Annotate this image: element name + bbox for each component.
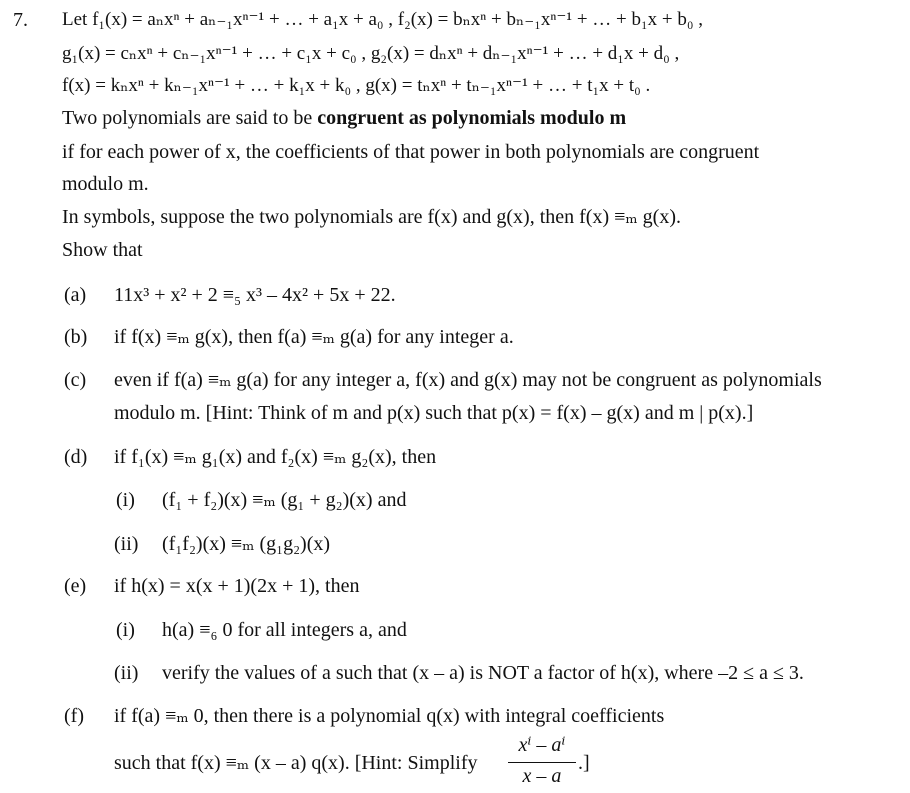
part-e-ii-label: (ii): [114, 662, 139, 684]
part-a-label: (a): [64, 284, 87, 306]
part-d-label: (d): [64, 446, 88, 468]
part-c-text-1: even if f(a) ≡ₘ g(a) for any integer a, f(x) and g(x) may not be congruent as polynomials: [114, 369, 822, 391]
part-e-ii-text: verify the values of a such that (x – a) is NOT a factor of h(x), where –2 ≤ a ≤ 3.: [162, 662, 804, 684]
intro-line-1: [62, 106, 626, 130]
part-d-text: if f₁(x) ≡ₘ g₁(x) and f₂(x) ≡ₘ g₂(x), then: [114, 446, 437, 468]
intro-bold-term: congruent as polynomials modulo m: [317, 107, 627, 129]
fraction-denominator: x – a: [522, 765, 562, 787]
fraction-numerator: xⁱ – aⁱ: [518, 734, 566, 756]
part-d-i-label: (i): [116, 489, 135, 511]
part-c-text-2: modulo m. [Hint: Think of m and p(x) such that p(x) = f(x) – g(x) and m | p(x).]: [114, 402, 754, 424]
part-c-label: (c): [64, 369, 87, 391]
part-e-i-text: h(a) ≡₆ 0 for all integers a, and: [162, 619, 407, 641]
problem-number: 7.: [13, 9, 28, 31]
definition-line-2: g₁(x) = cₙxⁿ + cₙ₋₁xⁿ⁻¹ + … + c₁x + c₀ , g₂(x) = dₙxⁿ + dₙ₋₁xⁿ⁻¹ + … + d₁x + d₀ ,: [62, 43, 680, 64]
definition-line-3: f(x) = kₙxⁿ + kₙ₋₁xⁿ⁻¹ + … + k₁x + k₀ , g(x) = tₙxⁿ + tₙ₋₁xⁿ⁻¹ + … + t₁x + t₀ .: [62, 75, 651, 96]
part-e-i-label: (i): [116, 619, 135, 641]
part-d-i-text: (f₁ + f₂)(x) ≡ₘ (g₁ + g₂)(x) and: [162, 489, 407, 511]
part-f-text-2: such that f(x) ≡ₘ (x – a) q(x). [Hint: Simplify: [114, 752, 478, 774]
fraction-bar: [508, 762, 576, 763]
part-b-label: (b): [64, 326, 88, 348]
part-e-label: (e): [64, 575, 87, 597]
part-d-ii-label: (ii): [114, 533, 139, 555]
definition-line-1: Let f₁(x) = aₙxⁿ + aₙ₋₁xⁿ⁻¹ + … + a₁x + a₀ , f₂(x) = bₙxⁿ + bₙ₋₁xⁿ⁻¹ + … + b₁x + b₀ ,: [62, 9, 703, 30]
part-e-text: if h(x) = x(x + 1)(2x + 1), then: [114, 575, 360, 597]
part-a-text: 11x³ + x² + 2 ≡₅ x³ – 4x² + 5x + 22.: [114, 284, 396, 306]
part-f-text-1: if f(a) ≡ₘ 0, then there is a polynomial q(x) with integral coefficients: [114, 705, 665, 727]
part-f-label: (f): [64, 705, 84, 727]
intro-line-3: modulo m.: [62, 173, 149, 195]
part-f-close: .]: [578, 752, 590, 774]
part-d-ii-text: (f₁f₂)(x) ≡ₘ (g₁g₂)(x): [162, 533, 331, 555]
intro-line-2: if for each power of x, the coefficients of that power in both polynomials are congruent: [62, 141, 760, 163]
intro-line-4: In symbols, suppose the two polynomials are f(x) and g(x), then f(x) ≡ₘ g(x).: [62, 206, 681, 228]
intro-line-5: Show that: [62, 239, 143, 261]
intro-text: Two polynomials are said to be: [62, 107, 318, 129]
part-b-text: if f(x) ≡ₘ g(x), then f(a) ≡ₘ g(a) for any integer a.: [114, 326, 514, 348]
